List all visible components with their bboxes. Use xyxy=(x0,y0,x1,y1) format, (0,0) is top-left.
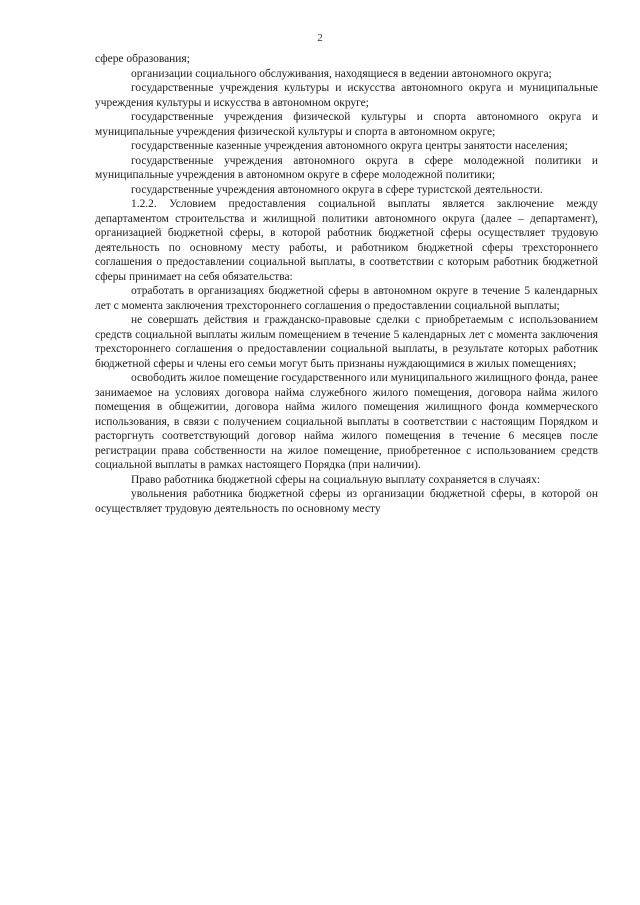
document-body xyxy=(95,52,598,516)
page-number: 2 xyxy=(317,32,323,44)
paragraph: 1.2.2. Условием предоставления социальной выплаты является заключение между департаментом строительства и жилищной политики автономного округа (далее – департамент), организацией бюджетной сферы, в которой работник бюджетной сферы осуществляет трудовую деятельность по основному месту работы, и работником бюджетной сферы трехстороннего соглашения о предоставлении социальной выплаты, в соответствии с которым работник бюджетной сферы принимает на себя обязательства: xyxy=(95,198,598,283)
paragraph: освободить жилое помещение государственного или муниципального жилищного фонда, ранее занимаемое на условиях договора найма служебного жилого помещения, договора найма жилого помещения в общежитии, договора найма жилого помещения жилищного фонда коммерческого использования, в связи с получением социальной выплаты в соответствии с настоящим Порядком и расторгнуть соответствующий договор найма жилого помещения в течение 6 месяцев после регистрации права собственности на жилое помещение, приобретенное с использованием средств социальной выплаты в рамках настоящего Порядка (при наличии). xyxy=(95,372,598,471)
paragraph: Право работника бюджетной сферы на социальную выплату сохраняется в случаях: xyxy=(131,473,541,486)
paragraph: отработать в организациях бюджетной сферы в автономном округе в течение 5 календарных лет с момента заключения трехстороннего соглашения о предоставлении социальной выплаты; xyxy=(95,285,598,312)
paragraph: государственные учреждения физической культуры и спорта автономного округа и муниципальные учреждения физической культуры и спорта в автономном округе; xyxy=(95,111,598,138)
paragraph: государственные казенные учреждения автономного округа центры занятости населения; xyxy=(131,140,568,152)
paragraph: государственные учреждения автономного округа в сфере туристской деятельности. xyxy=(131,183,543,196)
paragraph: сфере образования; xyxy=(95,53,190,65)
paragraph: не совершать действия и гражданско-правовые сделки с приобретаемым с использованием средств социальной выплаты жилым помещением в течение 5 календарных лет с момента заключения трехстороннего соглашения о предоставлении социальной выплаты, в результате которых работник бюджетной сферы и члены его семьи могут быть признаны нуждающимися в жилых помещениях; xyxy=(95,314,598,370)
paragraph: государственные учреждения автономного округа в сфере молодежной политики и муниципальные учреждения в автономном округе в сфере молодежной политики; xyxy=(95,154,598,181)
paragraph: государственные учреждения культуры и искусства автономного округа и муниципальные учреждения культуры и искусства в автономном округе; xyxy=(95,82,598,109)
paragraph: увольнения работника бюджетной сферы из организации бюджетной сферы, в которой он осуществляет трудовую деятельность по основному месту xyxy=(95,488,598,515)
paragraph: организации социального обслуживания, находящиеся в ведении автономного округа; xyxy=(131,67,552,80)
